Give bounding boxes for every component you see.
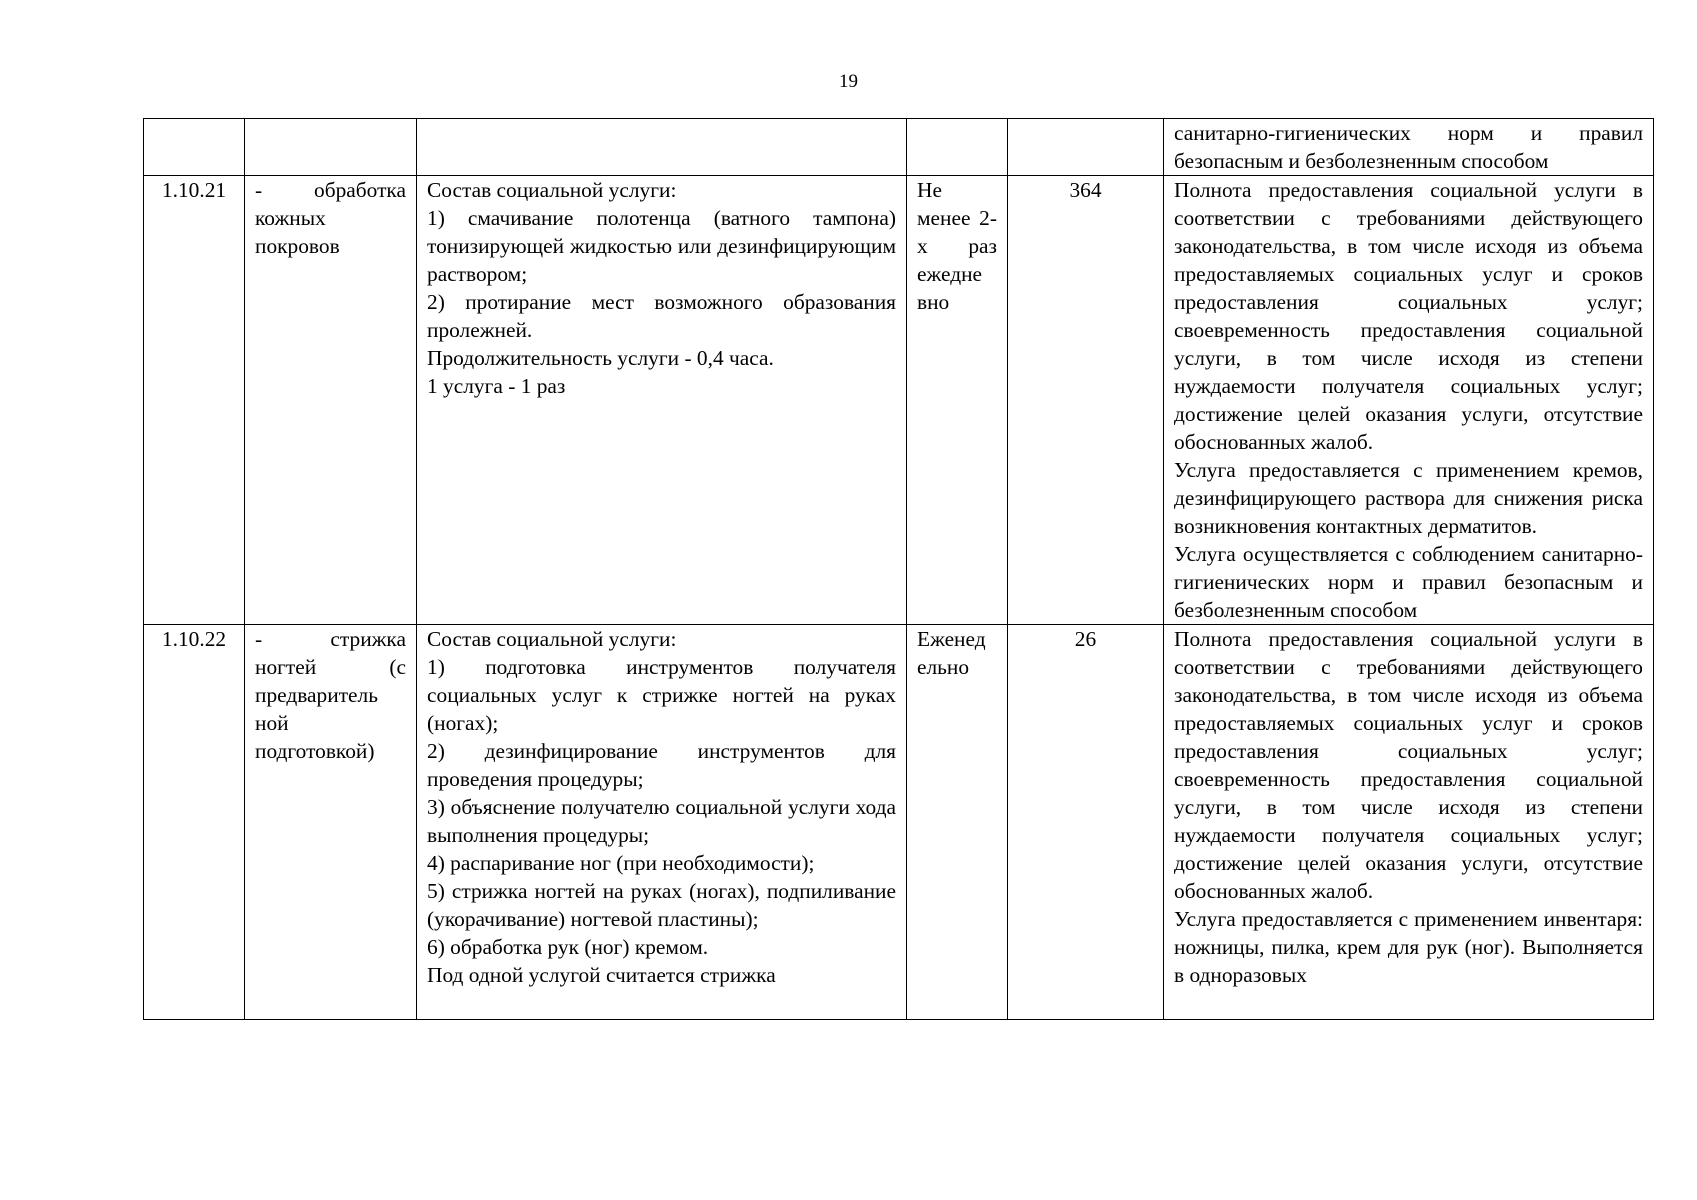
content-cell	[417, 119, 907, 176]
requirements-paragraph: Услуга предоставляется с применением инвентаря: ножницы, пилка, крем для рук (ног). Выполняется в одноразовых	[1174, 907, 1643, 987]
quantity-cell	[1008, 119, 1164, 176]
requirements-clip	[1174, 625, 1643, 1019]
page-number: 19	[839, 71, 858, 92]
content-line: Состав социальной услуги:	[427, 627, 677, 651]
requirements-paragraph: Услуга предоставляется с применением кремов, дезинфицирующего раствора для снижения риска возникновения контактных дерматитов.	[1174, 458, 1643, 538]
service-frequency: Не менее 2-х раз ежедне вно	[907, 176, 1008, 625]
code-cell	[144, 119, 245, 176]
services-table	[143, 118, 1654, 1020]
content-line: 2) дезинфицирование инструментов для проведения процедуры;	[427, 739, 896, 791]
content-line: 1) смачивание полотенца (ватного тампона) тонизирующей жидкостью или дезинфицирующим раствором;	[427, 206, 896, 286]
service-name: - стрижка ногтей (с предваритель ной подготовкой)	[245, 625, 417, 1020]
content-line: 4) распаривание ног (при необходимости);	[427, 851, 815, 875]
table-row-continuation	[144, 119, 1654, 176]
frequency-cell	[907, 119, 1008, 176]
service-name: - обработка кожных покровов	[245, 176, 417, 625]
content-line: Продолжительность услуги - 0,4 часа.	[427, 346, 774, 370]
service-quantity: 364	[1008, 176, 1164, 625]
content-line: 5) стрижка ногтей на руках (ногах), подпиливание (укорачивание) ногтевой пластины);	[427, 879, 896, 931]
service-requirements	[1164, 625, 1654, 1020]
service-code: 1.10.21	[144, 176, 245, 625]
name-cell	[245, 119, 417, 176]
content-line: 3) объяснение получателю социальной услуги хода выполнения процедуры;	[427, 795, 896, 847]
service-code: 1.10.22	[144, 625, 245, 1020]
requirements-paragraph: санитарно-гигиенических норм и правил безопасным и безболезненным способом	[1174, 121, 1643, 173]
service-frequency: Еженед ельно	[907, 625, 1008, 1020]
content-line: Под одной услугой считается стрижка	[427, 963, 776, 987]
service-content	[417, 625, 907, 1020]
service-quantity: 26	[1008, 625, 1164, 1020]
table-row	[144, 625, 1654, 1020]
content-line: Состав социальной услуги:	[427, 178, 677, 202]
content-clip	[427, 625, 896, 1019]
requirements-paragraph: Услуга осуществляется с соблюдением санитарно-гигиенических норм и правил безопасным и безболезненным способом	[1174, 542, 1643, 622]
table-row	[144, 176, 1654, 625]
content-line: 2) протирание мест возможного образования пролежней.	[427, 290, 896, 342]
requirements-paragraph: Полнота предоставления социальной услуги в соответствии с требованиями действующего законодательства, в том числе исходя из объема предоставляемых социальных услуг и сроков предоставления социальных услуг; своевременность предоставления социальной услуги, в том числе исходя из степени нуждаемости получателя социальных услуг; достижение целей оказания услуги, отсутствие обоснованных жалоб.	[1174, 178, 1643, 454]
service-requirements	[1164, 176, 1654, 625]
content-line: 1) подготовка инструментов получателя социальных услуг к стрижке ногтей на руках (ногах);	[427, 655, 896, 735]
requirements-paragraph: Полнота предоставления социальной услуги в соответствии с требованиями действующего законодательства, в том числе исходя из объема предоставляемых социальных услуг и сроков предоставления социальных услуг; своевременность предоставления социальной услуги, в том числе исходя из степени нуждаемости получателя социальных услуг; достижение целей оказания услуги, отсутствие обоснованных жалоб.	[1174, 627, 1643, 903]
requirements-cell	[1164, 119, 1654, 176]
service-content	[417, 176, 907, 625]
content-line: 6) обработка рук (ног) кремом.	[427, 935, 709, 959]
content-line: 1 услуга - 1 раз	[427, 374, 566, 398]
